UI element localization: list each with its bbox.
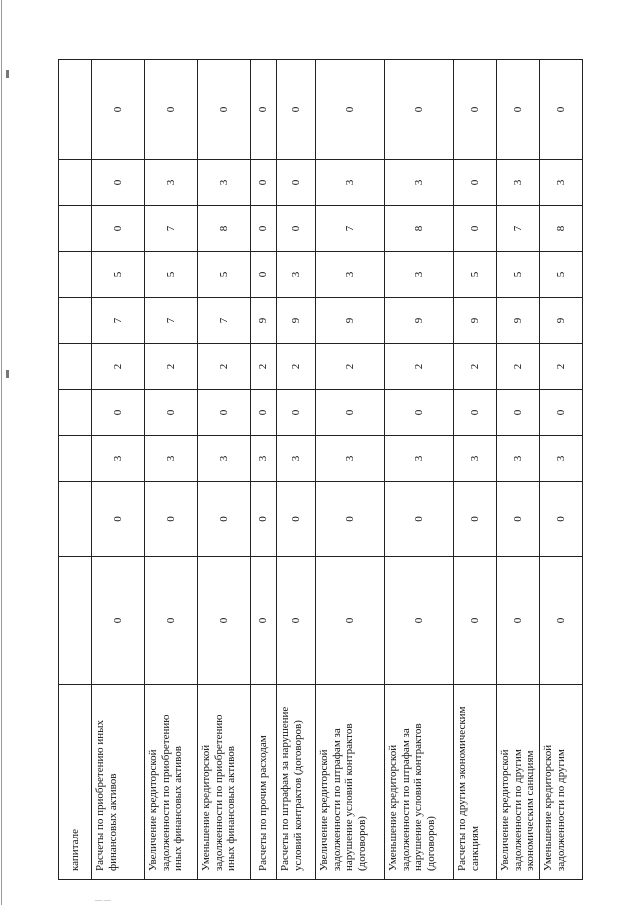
table-cell: 3 (145, 160, 198, 206)
table-cell: 5 (92, 252, 145, 298)
row-label: Увеличение кредиторской задолженности по штрафам за нарушение условий контрактов (договоров) (316, 685, 385, 880)
table-cell: 2 (454, 344, 497, 390)
table-cell: 0 (540, 482, 583, 557)
table-cell: 3 (198, 436, 251, 482)
table-cell: 0 (145, 60, 198, 160)
row-label: Расчеты по приобретению иных финансовых активов (92, 685, 145, 880)
table-row (277, 60, 316, 880)
table-cell: 3 (92, 436, 145, 482)
table-cell: 0 (497, 60, 540, 160)
table-cell: 0 (92, 557, 145, 685)
table-cell: 7 (198, 298, 251, 344)
table-cell: 3 (385, 160, 454, 206)
table-cell (59, 160, 92, 206)
table-cell: 0 (385, 482, 454, 557)
table-cell: 3 (316, 252, 385, 298)
table-cell: 9 (385, 298, 454, 344)
table-cell: 2 (198, 344, 251, 390)
table-cell: 0 (145, 482, 198, 557)
table-cell: 0 (251, 206, 277, 252)
table-cell: 0 (251, 252, 277, 298)
table-cell: 3 (251, 436, 277, 482)
table-row (454, 60, 497, 880)
table-cell: 0 (540, 60, 583, 160)
table-row (316, 60, 385, 880)
table-cell: 0 (277, 390, 316, 436)
table-cell: 0 (454, 60, 497, 160)
table-cell: 0 (497, 482, 540, 557)
table-cell: 9 (277, 298, 316, 344)
table-cell: 0 (497, 557, 540, 685)
table-cell: 8 (198, 206, 251, 252)
table-cell: 3 (497, 436, 540, 482)
table-cell (59, 298, 92, 344)
table-cell: 2 (385, 344, 454, 390)
table-cell: 3 (540, 436, 583, 482)
page-edge-line (1, 0, 2, 905)
table-cell: 5 (198, 252, 251, 298)
table-cell: 0 (251, 557, 277, 685)
table-cell: 9 (540, 298, 583, 344)
table-cell: 8 (540, 206, 583, 252)
table-cell: 0 (454, 160, 497, 206)
table-row (540, 60, 583, 880)
table-cell: 0 (145, 557, 198, 685)
table-cell: 2 (497, 344, 540, 390)
rotated-table-container (58, 60, 583, 880)
table-cell: 0 (92, 482, 145, 557)
table-cell: 2 (251, 344, 277, 390)
table-row (59, 60, 92, 880)
row-label: капитале (59, 685, 92, 880)
table-cell: 5 (497, 252, 540, 298)
table-cell: 0 (316, 60, 385, 160)
table-cell: 0 (454, 206, 497, 252)
table-cell: 0 (92, 206, 145, 252)
table-cell: 7 (316, 206, 385, 252)
row-label: Расчеты по другим экономическим санкциям (454, 685, 497, 880)
table-cell: 3 (385, 436, 454, 482)
table-cell: 0 (540, 557, 583, 685)
table-cell: 0 (385, 60, 454, 160)
table-cell: 0 (277, 557, 316, 685)
table-cell: 9 (454, 298, 497, 344)
table-cell: 0 (454, 390, 497, 436)
table-cell: 0 (277, 60, 316, 160)
table-cell: 0 (198, 60, 251, 160)
table-cell: 0 (145, 390, 198, 436)
row-label: Увеличение кредиторской задолженности по приобретению иных финансовых активов (145, 685, 198, 880)
table-cell: 0 (198, 557, 251, 685)
row-label: Уменьшение кредиторской задолженности по приобретению иных финансовых активов (198, 685, 251, 880)
table-cell: 3 (316, 436, 385, 482)
table-cell: 2 (277, 344, 316, 390)
table-cell: 3 (277, 252, 316, 298)
table-row (497, 60, 540, 880)
table-cell: 2 (540, 344, 583, 390)
table-cell (59, 390, 92, 436)
row-label: Расчеты по прочим расходам (251, 685, 277, 880)
table-cell: 3 (540, 160, 583, 206)
table-cell: 9 (316, 298, 385, 344)
table-cell: 5 (540, 252, 583, 298)
table-row (145, 60, 198, 880)
table-cell: 0 (92, 390, 145, 436)
table-row (92, 60, 145, 880)
accounts-table (58, 59, 583, 880)
table-cell: 0 (277, 482, 316, 557)
table-cell: 0 (540, 390, 583, 436)
table-cell: 0 (277, 160, 316, 206)
table-cell: 7 (497, 206, 540, 252)
table-cell: 0 (92, 160, 145, 206)
table-cell: 0 (92, 60, 145, 160)
table-row (198, 60, 251, 880)
table-cell (59, 252, 92, 298)
table-cell: 7 (145, 298, 198, 344)
row-label: Увеличение кредиторской задолженности по другим экономическим санкциям (497, 685, 540, 880)
table-cell: 3 (454, 436, 497, 482)
table-cell: 0 (251, 482, 277, 557)
table-cell: 3 (497, 160, 540, 206)
table-cell (59, 206, 92, 252)
scan-artifact: — — (95, 896, 111, 904)
table-cell: 5 (454, 252, 497, 298)
table-cell: 0 (316, 482, 385, 557)
table-cell: 0 (497, 390, 540, 436)
table-cell: 3 (316, 160, 385, 206)
row-label: Уменьшение кредиторской задолженности по штрафам за нарушение условий контрактов (договоров) (385, 685, 454, 880)
table-cell: 0 (251, 60, 277, 160)
row-label: Уменьшение кредиторской задолженности по другим (540, 685, 583, 880)
table-cell (59, 436, 92, 482)
table-cell: 0 (198, 390, 251, 436)
scan-mark (6, 370, 9, 378)
table-cell: 0 (198, 482, 251, 557)
table-cell: 2 (316, 344, 385, 390)
table-row (385, 60, 454, 880)
table-cell: 5 (145, 252, 198, 298)
table-cell: 0 (454, 482, 497, 557)
table-cell: 0 (454, 557, 497, 685)
table-cell: 2 (145, 344, 198, 390)
table-cell: 9 (497, 298, 540, 344)
table-cell: 0 (385, 557, 454, 685)
table-cell: 3 (277, 436, 316, 482)
table-cell (59, 344, 92, 390)
table-cell: 0 (385, 390, 454, 436)
table-cell (59, 482, 92, 557)
table-cell: 7 (92, 298, 145, 344)
table-cell (59, 557, 92, 685)
table-cell: 8 (385, 206, 454, 252)
table-cell: 0 (277, 206, 316, 252)
table-cell: 7 (145, 206, 198, 252)
table-cell: 3 (198, 160, 251, 206)
table-cell: 0 (316, 390, 385, 436)
table-cell: 0 (316, 557, 385, 685)
table-row (251, 60, 277, 880)
table-cell: 9 (251, 298, 277, 344)
table-cell: 2 (92, 344, 145, 390)
table-cell: 3 (145, 436, 198, 482)
table-cell: 0 (251, 390, 277, 436)
table-cell (59, 60, 92, 160)
table-cell: 3 (385, 252, 454, 298)
table-cell: 0 (251, 160, 277, 206)
scan-mark (6, 70, 9, 78)
row-label: Расчеты по штрафам за нарушение условий контрактов (договоров) (277, 685, 316, 880)
